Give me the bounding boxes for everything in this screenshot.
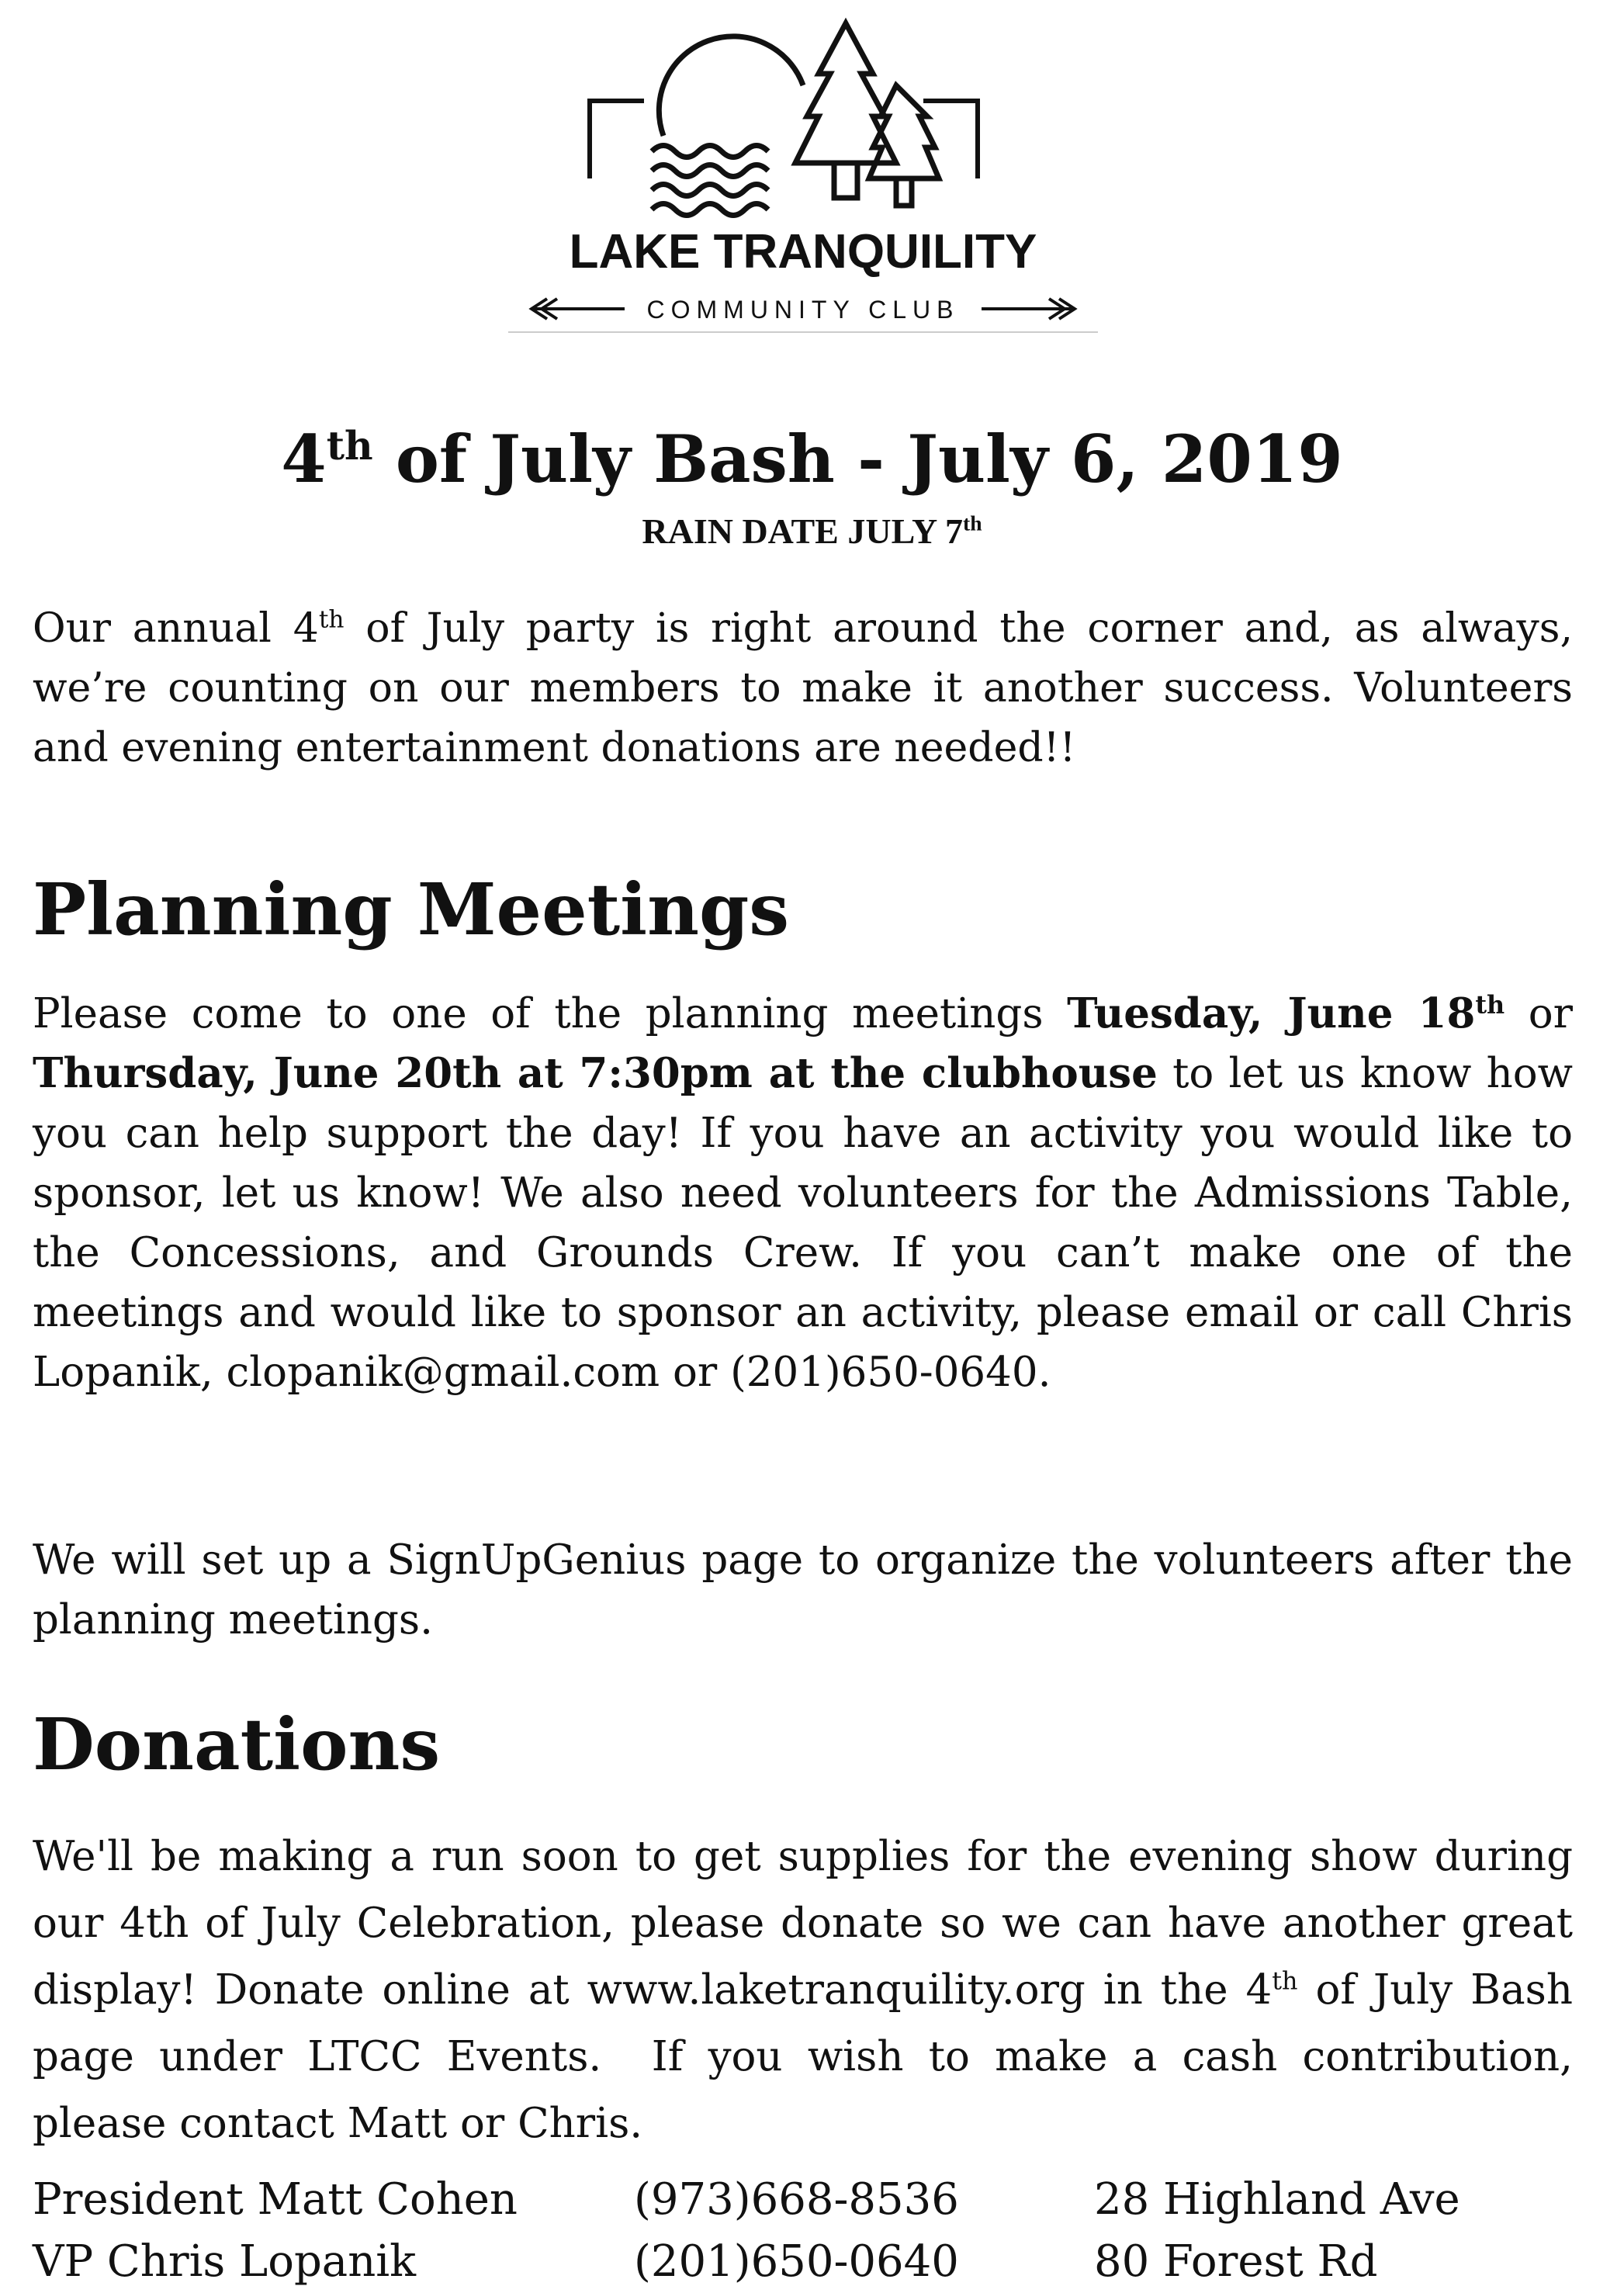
donations-paragraph: We'll be making a run soon to get supplies for the evening show during our 4th of July Celebration, please donate so we can have another great display! Donate online at www.laketranquility.org in the 4th of July Bash page under LTCC Events. If you wish to make a cash contribution, please contact Matt or Chris. bbox=[33, 1833, 1586, 2147]
donations-heading: Donations bbox=[33, 1702, 441, 1786]
logo-name: LAKE TRANQUILITY bbox=[569, 225, 1037, 279]
planning-paragraph: Please come to one of the planning meetings Tuesday, June 18th or Thursday, June 20th at 7:30pm at the clubhouse to let us know how you can help support the day! If you have an activity you would like to sponsor, let us know! We also need volunteers for the Admissions Table, the Concessions, and Grounds Crew. If you can’t make one of the meetings and would like to sponsor an activity, please email or call Chris Lopanik, clopanik@gmail.com or (201)650-0640. bbox=[33, 989, 1586, 1396]
contacts-table bbox=[33, 2169, 1584, 2293]
club-logo bbox=[504, 8, 1102, 334]
planning-heading: Planning Meetings bbox=[33, 868, 790, 951]
logo-subtitle: COMMUNITY CLUB bbox=[646, 296, 960, 324]
contact-row bbox=[33, 2169, 1584, 2231]
intro-paragraph: Our annual 4th of July party is right around the corner and, as always, we’re counting on our members to make it another success. Volunteers and evening entertainment donations are needed!! bbox=[33, 605, 1573, 771]
page-title: 4th of July Bash - July 6, 2019 bbox=[281, 421, 1343, 497]
rain-date: RAIN DATE JULY 7th bbox=[642, 511, 982, 551]
contact-name: President Matt Cohen bbox=[33, 2174, 518, 2225]
waves-icon bbox=[652, 146, 768, 216]
contact-phone: (201)650-0640 bbox=[634, 2236, 959, 2287]
logo-frame bbox=[590, 101, 978, 178]
contact-phone: (973)668-8536 bbox=[634, 2174, 959, 2225]
contact-address: 80 Forest Rd bbox=[1094, 2236, 1378, 2287]
sun-icon bbox=[659, 36, 803, 136]
signup-paragraph: We will set up a SignUpGenius page to organize the volunteers after the planning meetings. bbox=[33, 1536, 1573, 1644]
contact-row bbox=[33, 2231, 1584, 2293]
contact-address: 28 Highland Ave bbox=[1094, 2174, 1460, 2225]
pine-tree-icon bbox=[795, 23, 939, 206]
contact-name: VP Chris Lopanik bbox=[33, 2236, 417, 2287]
